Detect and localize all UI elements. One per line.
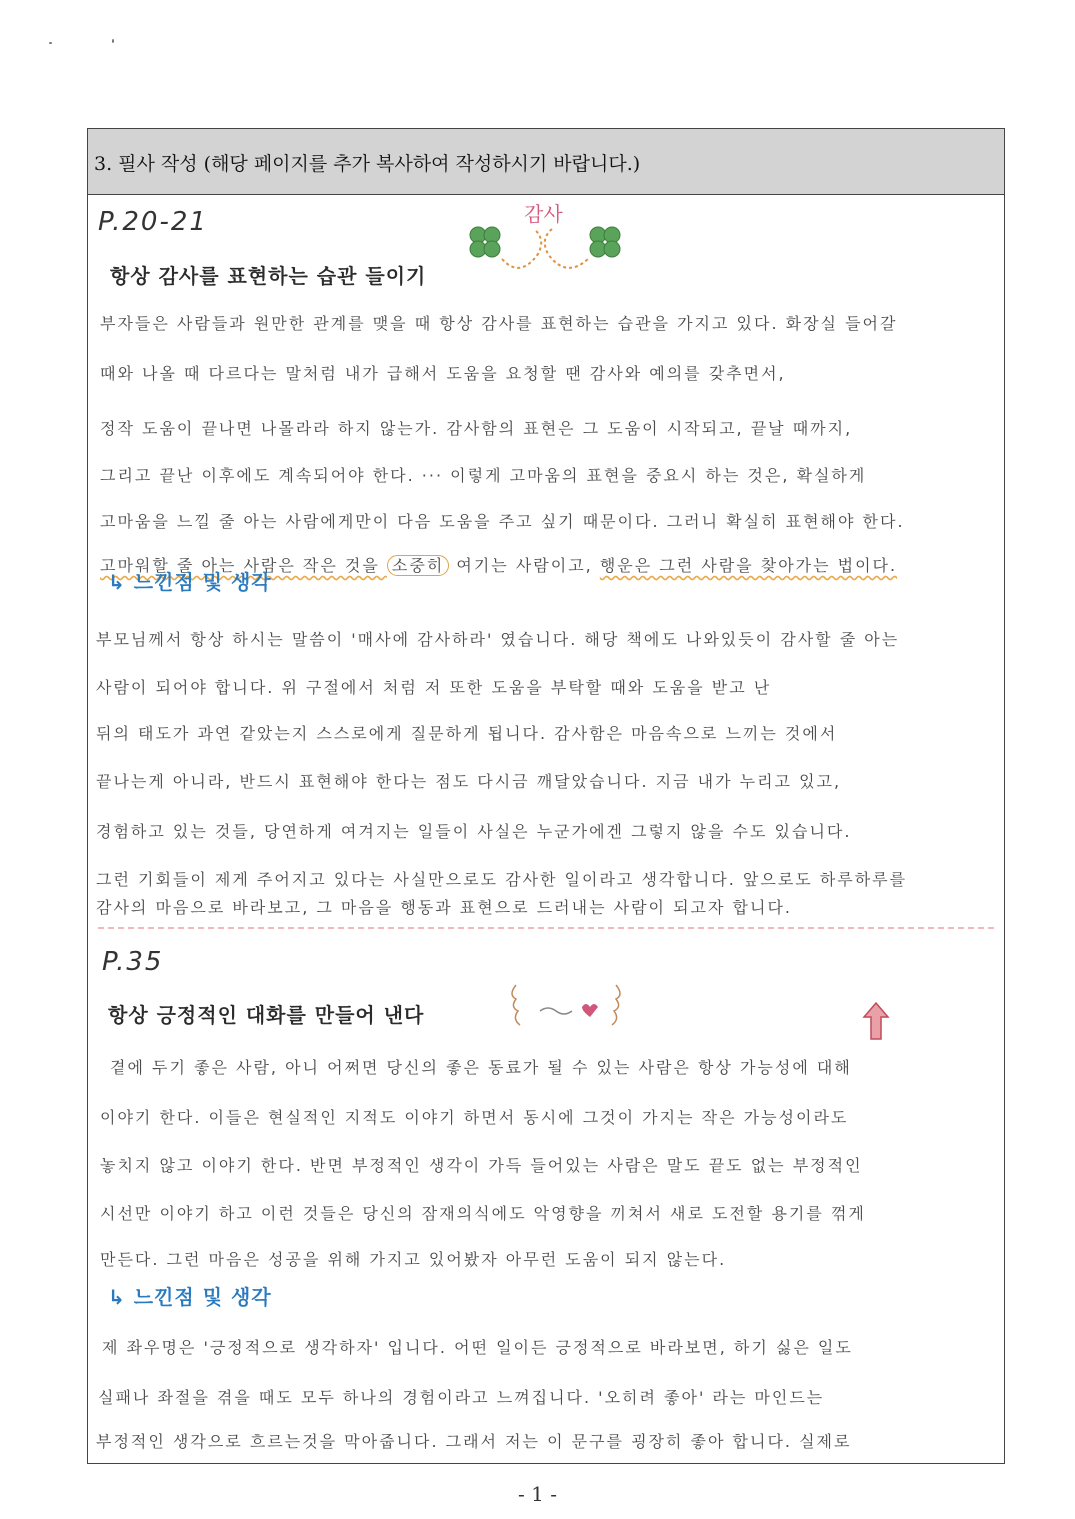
- section-title: 항상 긍정적인 대화를 만들어 낸다: [108, 1003, 425, 1027]
- reflection-line: 제 좌우명은 '긍정적으로 생각하자' 입니다. 어떤 일이든 긍정적으로 바라보면, 하기 싫은 일도: [102, 1338, 853, 1357]
- scan-speck: [49, 42, 52, 44]
- passage-line: 놓치지 않고 이야기 한다. 반면 부정적인 생각이 가득 들어있는 사람은 말도 끝도 없는 부정적인: [100, 1156, 863, 1175]
- passage-line: 부자들은 사람들과 원만한 관계를 맺을 때 항상 감사를 표현하는 습관을 가지고 있다. 화장실 들어갈: [100, 314, 898, 333]
- reflection-line: 경험하고 있는 것들, 당연하게 여겨지는 일들이 사실은 누군가에겐 그렇지 않을 수도 있습니다.: [96, 822, 852, 841]
- circled-word: 소중히: [387, 555, 449, 576]
- gratitude-clover-sticker: [460, 199, 630, 289]
- passage-text: 여기는 사람이고,: [449, 556, 600, 575]
- highlighted-phrase: 고마워할 줄 아는 사람은 작은 것을: [100, 556, 387, 575]
- worksheet-frame: [87, 128, 1005, 1464]
- passage-line: 시선만 이야기 하고 이런 것들은 당신의 잠재의식에도 악영향을 끼쳐서 새로 도전할 용기를 꺾게: [100, 1204, 866, 1223]
- passage-line: 그리고 끝난 이후에도 계속되어야 한다. ··· 이렇게 고마움의 표현을 중요시 하는 것은, 확실하게: [100, 466, 867, 485]
- reflection-line: 그런 기회들이 제게 주어지고 있다는 사실만으로도 감사한 일이라고 생각합니다. 앞으로도 하루하루를: [96, 870, 908, 889]
- passage-line: 이야기 한다. 이들은 현실적인 지적도 이야기 하면서 동시에 그것이 가지는 작은 가능성이라도: [100, 1108, 849, 1127]
- reflection-line: 실패나 좌절을 겪을 때도 모두 하나의 경험이라고 느껴집니다. '오히려 좋아' 라는 마인드는: [98, 1388, 825, 1407]
- reflection-line: 감사의 마음으로 바라보고, 그 마음을 행동과 표현으로 드러내는 사람이 되고자 합니다.: [96, 898, 792, 917]
- reflection-line: 사람이 되어야 합니다. 위 구절에서 처럼 저 또한 도움을 부탁할 때와 도움을 받고 난: [96, 678, 772, 697]
- passage-line: 곁에 두기 좋은 사람, 아니 어쩌면 당신의 좋은 동료가 될 수 있는 사람은 항상 가능성에 대해: [110, 1058, 852, 1077]
- passage-line: 고마움을 느낄 줄 아는 사람에게만이 다음 도움을 주고 싶기 때문이다. 그러니 확실히 표현해야 한다.: [100, 512, 905, 531]
- reflection-heading: [108, 1281, 272, 1310]
- page-reference: P.35: [102, 947, 164, 977]
- reflection-heading-label: 느낀점 및 생각: [133, 570, 272, 594]
- passage-line: 정작 도움이 끝나면 나몰라라 하지 않는가. 감사함의 표현은 그 도움이 시작되고, 끝날 때까지,: [100, 419, 853, 438]
- sticker-label: 감사: [524, 202, 563, 226]
- reflection-line: 끝나는게 아니라, 반드시 표현해야 한다는 점도 다시금 깨달았습니다. 지금 내가 누리고 있고,: [96, 772, 842, 791]
- passage-line: 때와 나올 때 다르다는 말처럼 내가 급해서 도움을 요청할 땐 감사와 예의를 갖추면서,: [100, 364, 786, 383]
- section-title: 항상 감사를 표현하는 습관 들이기: [110, 264, 427, 288]
- arrow-icon: ↳: [108, 570, 126, 594]
- passage-line: 만든다. 그런 마음은 성공을 위해 가지고 있어봤자 아무런 도움이 되지 않는다.: [100, 1250, 727, 1269]
- reflection-heading-label: 느낀점 및 생각: [133, 1285, 272, 1309]
- worksheet-header: 3. 필사 작성 (해당 페이지를 추가 복사하여 작성하시기 바랍니다.): [88, 129, 1004, 195]
- conversation-doodle: [506, 977, 626, 1037]
- scan-speck: [112, 39, 114, 43]
- reflection-heading: [108, 566, 272, 595]
- reflection-line: 부정적인 생각으로 흐르는것을 막아줍니다. 그래서 저는 이 문구를 굉장히 좋아 합니다. 실제로: [96, 1432, 852, 1451]
- reflection-line: 뒤의 태도가 과연 같았는지 스스로에게 질문하게 됩니다. 감사함은 마음속으로 느끼는 것에서: [96, 724, 838, 743]
- upward-arrow-doodle: [862, 1001, 890, 1041]
- page-reference: P.20-21: [98, 207, 208, 237]
- section-divider: [98, 927, 994, 929]
- arrow-icon: ↳: [108, 1285, 126, 1309]
- highlighted-phrase: 행운은 그런 사람을 찾아가는 법이다.: [599, 556, 898, 575]
- reflection-line: 부모님께서 항상 하시는 말씀이 '매사에 감사하라' 였습니다. 해당 책에도 나와있듯이 감사할 줄 아는: [96, 630, 900, 649]
- page-number: - 1 -: [518, 1482, 557, 1506]
